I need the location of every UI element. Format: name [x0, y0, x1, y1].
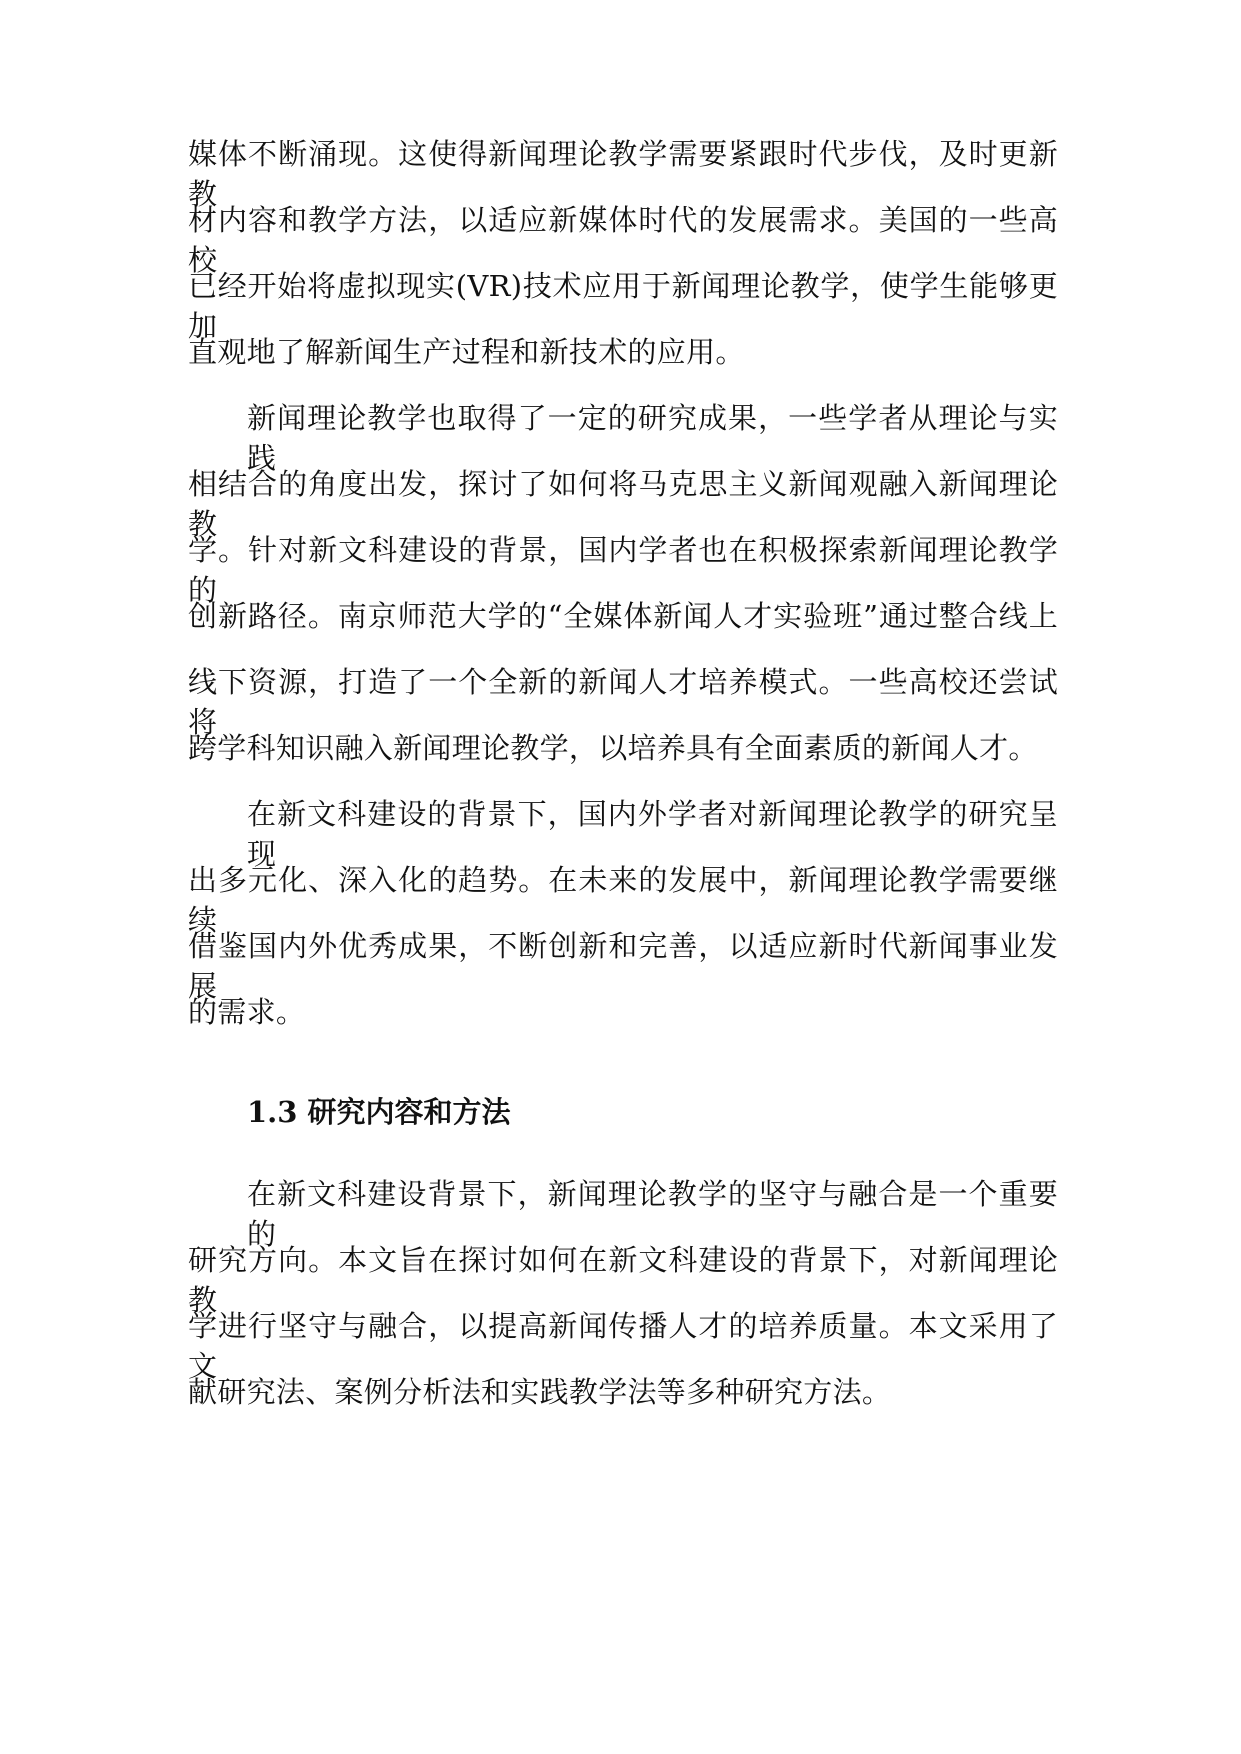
paragraph-3-line-3: 借鉴国内外优秀成果，不断创新和完善，以适应新时代新闻事业发展 [188, 929, 1058, 1003]
section-heading: 1.3 研究内容和方法 [247, 1095, 511, 1129]
paragraph-2-line-6: 跨学科知识融入新闻理论教学，以培养具有全面素质的新闻人才。 [188, 731, 1038, 765]
paragraph-1-line-1: 媒体不断涌现。这使得新闻理论教学需要紧跟时代步伐，及时更新教 [188, 137, 1058, 211]
paragraph-2-line-3: 学。针对新文科建设的背景，国内学者也在积极探索新闻理论教学的 [188, 533, 1058, 607]
paragraph-3-line-2: 出多元化、深入化的趋势。在未来的发展中，新闻理论教学需要继续 [188, 863, 1058, 937]
paragraph-2-line-5: 线下资源，打造了一个全新的新闻人才培养模式。一些高校还尝试将 [188, 665, 1058, 739]
paragraph-4-line-1: 在新文科建设背景下，新闻理论教学的坚守与融合是一个重要的 [247, 1177, 1058, 1251]
paragraph-4-line-2: 研究方向。本文旨在探讨如何在新文科建设的背景下，对新闻理论教 [188, 1243, 1058, 1317]
paragraph-1-line-4: 直观地了解新闻生产过程和新技术的应用。 [188, 335, 745, 369]
paragraph-3-line-1: 在新文科建设的背景下，国内外学者对新闻理论教学的研究呈现 [247, 797, 1058, 871]
paragraph-4-line-3: 学进行坚守与融合，以提高新闻传播人才的培养质量。本文采用了文 [188, 1309, 1058, 1383]
paragraph-4-line-4: 献研究法、案例分析法和实践教学法等多种研究方法。 [188, 1375, 892, 1409]
paragraph-3-line-4: 的需求。 [188, 995, 306, 1029]
paragraph-1-line-3: 已经开始将虚拟现实(VR)技术应用于新闻理论教学，使学生能够更加 [188, 269, 1058, 343]
paragraph-1-line-2: 材内容和教学方法，以适应新媒体时代的发展需求。美国的一些高校 [188, 203, 1058, 277]
paragraph-2-line-1: 新闻理论教学也取得了一定的研究成果，一些学者从理论与实践 [247, 401, 1058, 475]
paragraph-2-line-2: 相结合的角度出发，探讨了如何将马克思主义新闻观融入新闻理论教 [188, 467, 1058, 541]
paragraph-2-line-4: 创新路径。南京师范大学的“全媒体新闻人才实验班”通过整合线上 [188, 599, 1058, 633]
